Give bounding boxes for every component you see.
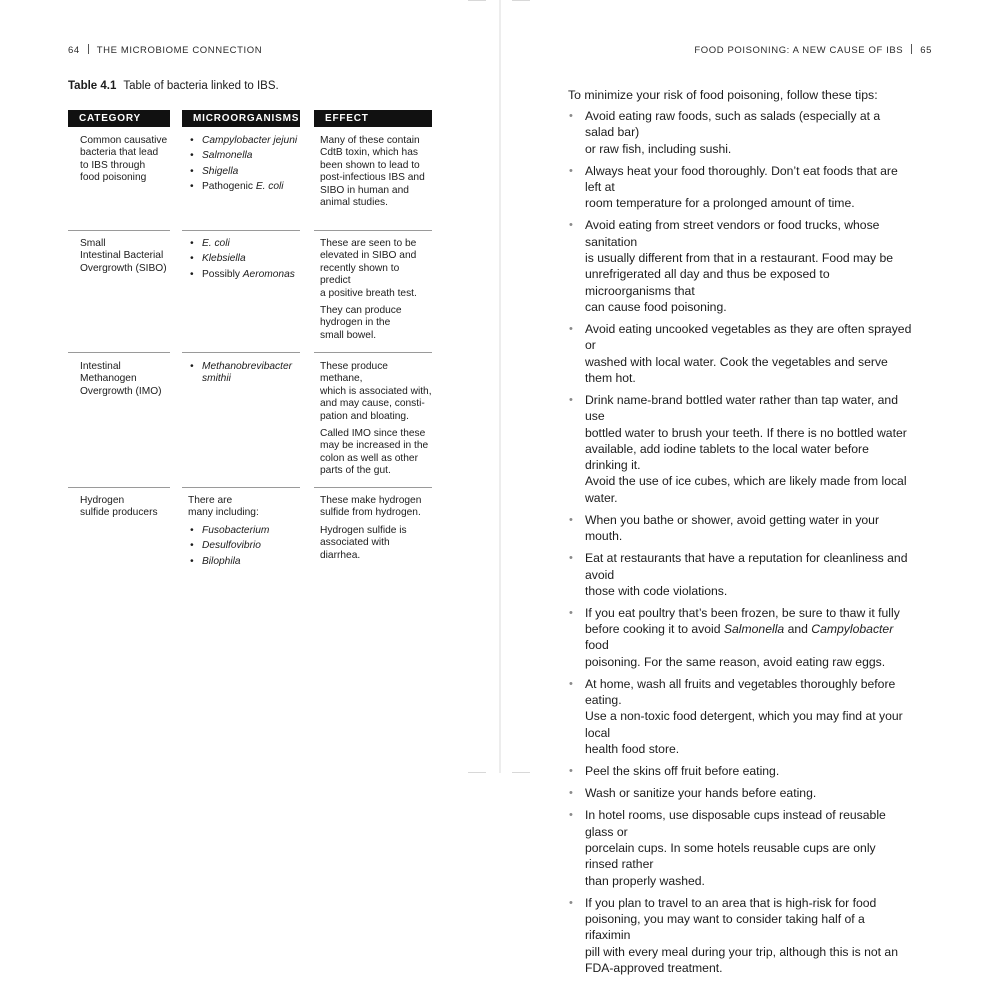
- organism-item: • Klebsiella: [188, 253, 300, 265]
- page-number: 65: [920, 45, 932, 56]
- row-divider: [182, 230, 300, 231]
- tip-item: • If you plan to travel to an area that is high-risk for food poisoning, you may want to consider taking half of a rifaximin pill with every meal during your trip, although this is not an FDA-approved treatment.: [568, 895, 912, 976]
- table-label: Table 4.1: [68, 80, 117, 92]
- table-cell-organisms: [188, 238, 300, 284]
- organism-item: • Bilophila: [188, 556, 300, 568]
- column-header-microorganisms: MICROORGANISMS: [182, 110, 300, 127]
- tips-intro: To minimize your risk of food poisoning, follow these tips:: [568, 88, 878, 102]
- tip-item: • In hotel rooms, use disposable cups instead of reusable glass or porcelain cups. In some hotels reusable cups are only rinsed rather than properly washed.: [568, 807, 912, 888]
- organism-item: • E. coli: [188, 238, 300, 250]
- page-number: 64: [68, 45, 80, 56]
- column-header-category: CATEGORY: [68, 110, 170, 127]
- organism-item: • Methanobrevibacter smithii: [188, 361, 300, 386]
- tip-item: • Wash or sanitize your hands before eating.: [568, 785, 912, 801]
- organism-item: • Shigella: [188, 166, 300, 178]
- organism-item: • Fusobacterium: [188, 525, 300, 537]
- row-divider: [314, 352, 432, 353]
- column-header-effect: EFFECT: [314, 110, 432, 127]
- tip-item: • Avoid eating uncooked vegetables as they are often sprayed or washed with local water. Cook the vegetables and serve them hot.: [568, 321, 912, 386]
- table-caption-text: Table of bacteria linked to IBS.: [123, 80, 279, 92]
- tip-item: • Avoid eating from street vendors or food trucks, whose sanitation is usually different from that in a restaurant. Food may be unrefrigerated all day and thus be exposed to microorganisms that can cause food poisoning.: [568, 217, 912, 315]
- tips-list: [568, 108, 912, 982]
- left-page: [0, 0, 500, 773]
- row-divider: [68, 230, 170, 231]
- tip-item: • Peel the skins off fruit before eating.: [568, 763, 912, 779]
- right-page: [500, 0, 1000, 975]
- table-cell-organisms: [188, 361, 300, 389]
- organism-item: • Pathogenic E. coli: [188, 181, 300, 193]
- running-title: FOOD POISONING: A NEW CAUSE OF IBS: [694, 45, 904, 56]
- tip-item: • Eat at restaurants that have a reputation for cleanliness and avoid those with code violations.: [568, 550, 912, 599]
- tip-item: • Drink name-brand bottled water rather than tap water, and use bottled water to brush your teeth. If there is no bottled water available, add iodine tablets to the local water before drinking it. Avoid the use of ice cubes, which are likely made from local water.: [568, 392, 912, 506]
- left-running-head: [68, 44, 262, 56]
- organism-item: • Desulfovibrio: [188, 540, 300, 552]
- row-divider: [182, 487, 300, 488]
- table-cell-category: Small Intestinal Bacterial Overgrowth (SIBO): [80, 238, 167, 274]
- table-caption: [68, 80, 279, 92]
- tip-item: • Always heat your food thoroughly. Don’t eat foods that are left at room temperature for a prolonged amount of time.: [568, 163, 912, 212]
- table-cell-effect: These produce methane, which is associated with, and may cause, consti- pation and bloating. Called IMO since these may be increased in the colon as well as other parts of the gut.: [320, 361, 432, 477]
- table-cell-category: Intestinal Methanogen Overgrowth (IMO): [80, 361, 162, 397]
- row-divider: [68, 487, 170, 488]
- table-cell-organisms: [188, 135, 300, 197]
- row-divider: [314, 487, 432, 488]
- table-cell-effect: These make hydrogen sulfide from hydrogen. Hydrogen sulfide is associated with diarrhea.: [320, 495, 422, 561]
- table-cell-organisms: There are many including: • Fusobacterium • Desulfovibrio • Bilophila: [188, 495, 300, 571]
- row-divider: [182, 352, 300, 353]
- separator: [88, 44, 89, 54]
- tip-item: • If you eat poultry that’s been frozen, be sure to thaw it fully before cooking it to avoid Salmonella and Campylobacter food poisoning. For the same reason, avoid eating raw eggs.: [568, 605, 912, 670]
- row-divider: [314, 230, 432, 231]
- table-cell-category: Common causative bacteria that lead to IBS through food poisoning: [80, 135, 168, 184]
- tip-item: • Avoid eating raw foods, such as salads (especially at a salad bar) or raw fish, including sushi.: [568, 108, 912, 157]
- right-running-head: [694, 44, 932, 56]
- tip-item: • When you bathe or shower, avoid getting water in your mouth.: [568, 512, 912, 545]
- running-title: THE MICROBIOME CONNECTION: [96, 45, 263, 56]
- row-divider: [68, 352, 170, 353]
- organism-item: • Possibly Aeromonas: [188, 269, 300, 281]
- table-cell-effect: These are seen to be elevated in SIBO and recently shown to predict a positive breath test. They can produce hydrogen in the small bowel.: [320, 238, 417, 341]
- tip-item: • At home, wash all fruits and vegetables thoroughly before eating. Use a non-toxic food detergent, which you may find at your local health food store.: [568, 676, 912, 757]
- organism-item: • Salmonella: [188, 150, 300, 162]
- organism-item: • Campylobacter jejuni: [188, 135, 300, 147]
- separator: [911, 44, 912, 54]
- table-cell-category: Hydrogen sulfide producers: [80, 495, 158, 519]
- table-cell-effect: Many of these contain CdtB toxin, which has been shown to lead to post-infectious IBS and SIBO in human and animal studies.: [320, 135, 425, 209]
